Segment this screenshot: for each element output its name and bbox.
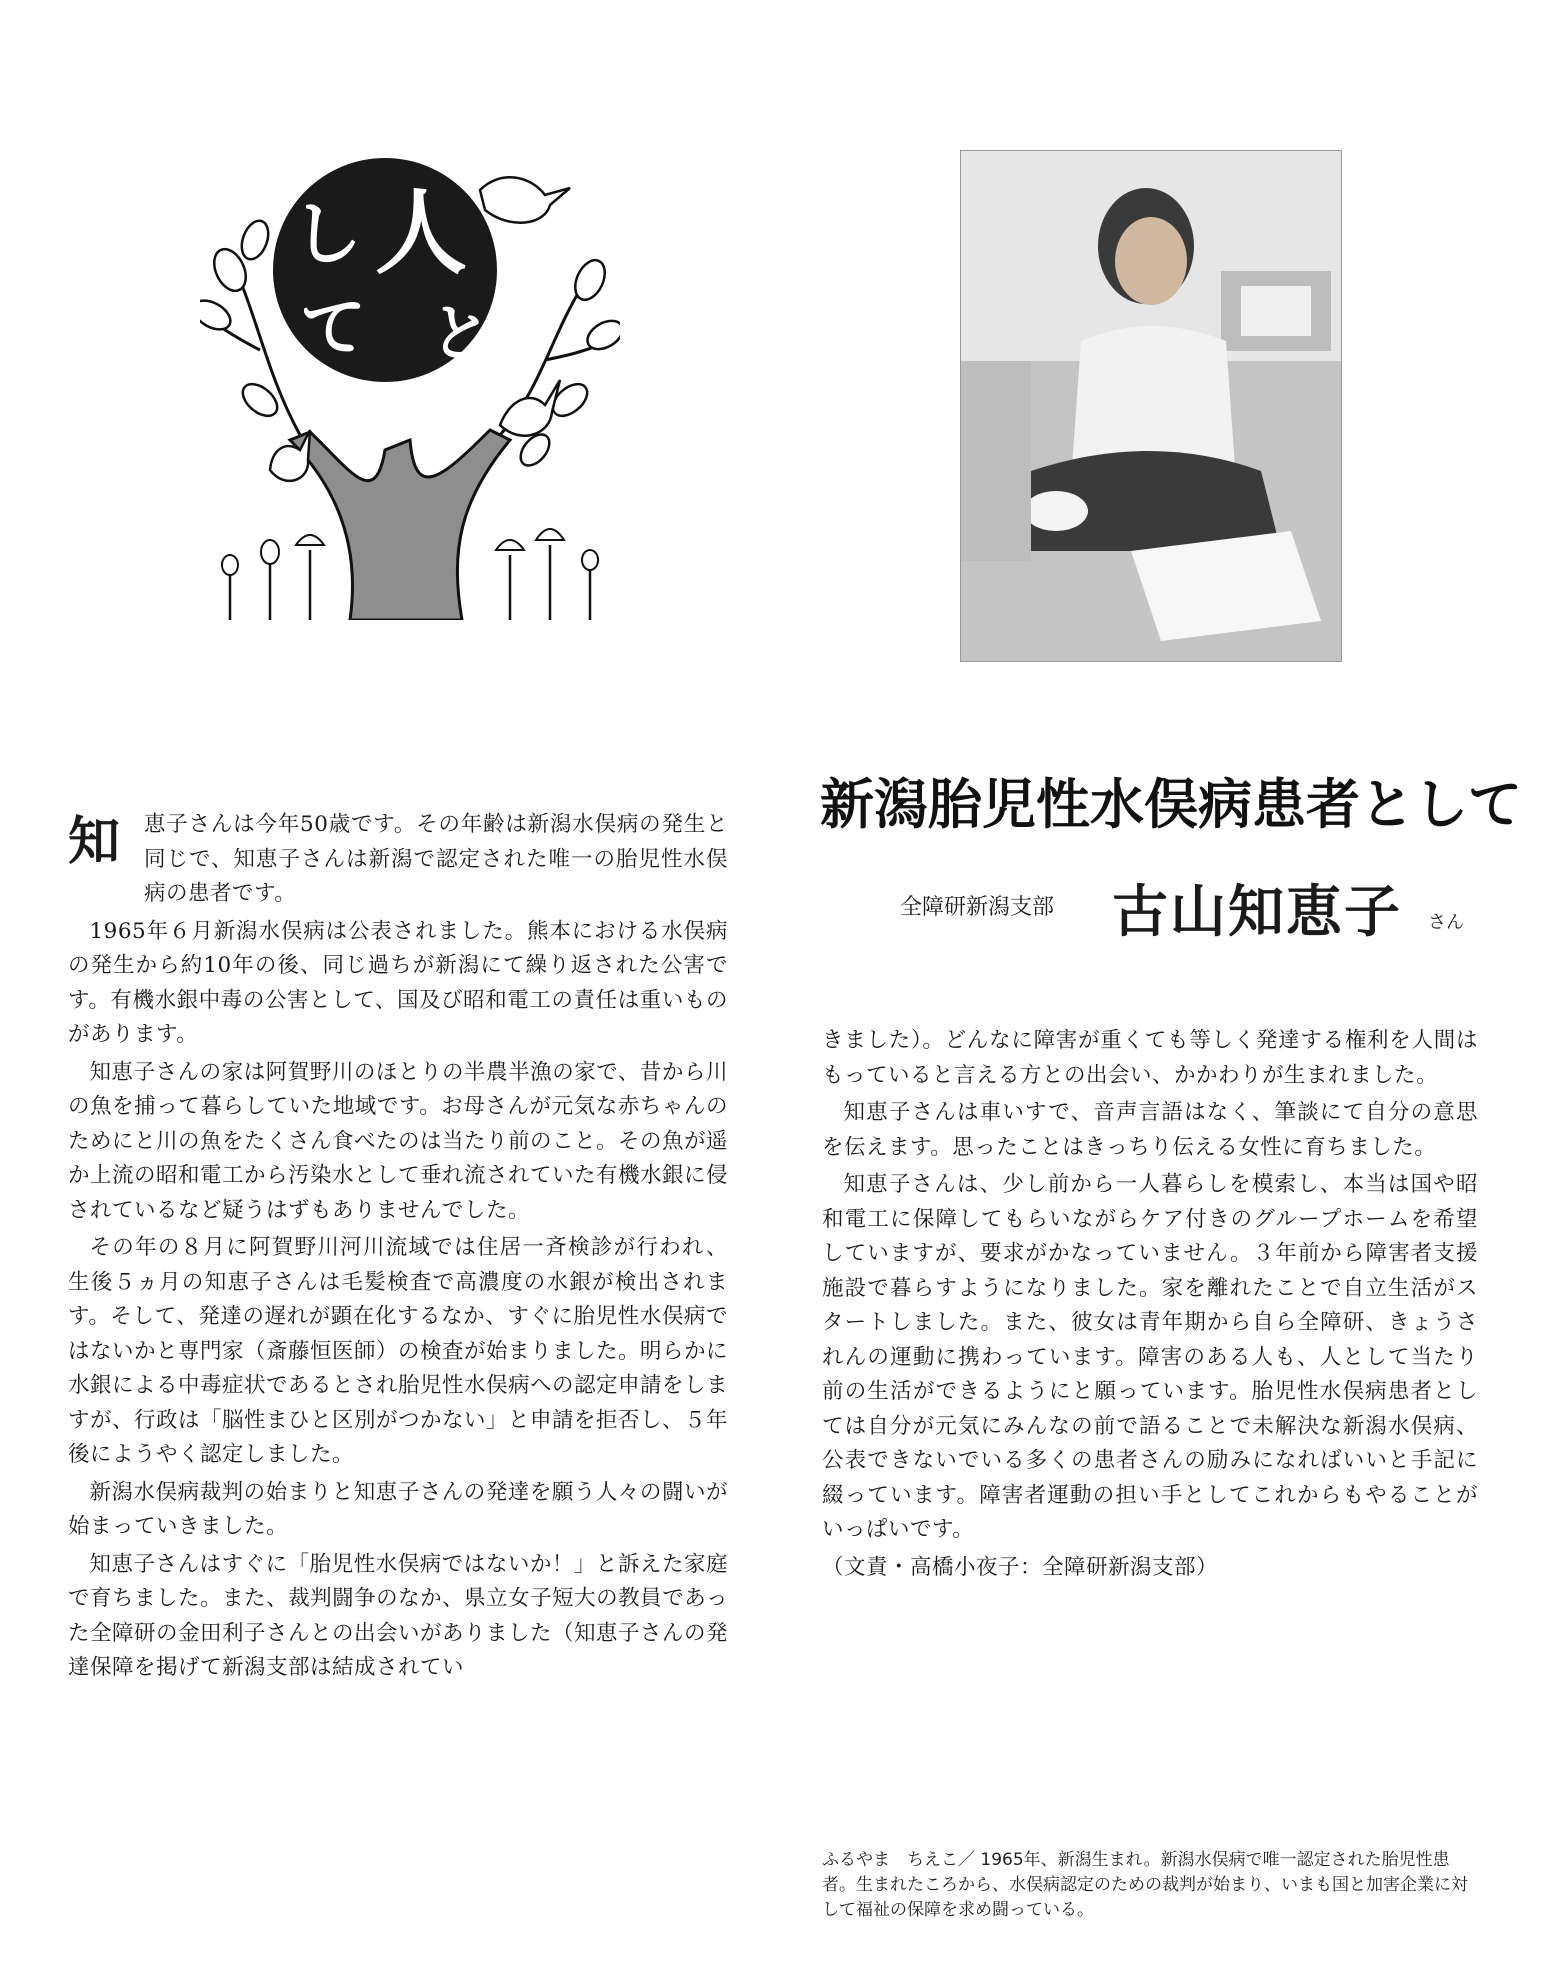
photo-portrait-icon (961, 151, 1341, 661)
affiliation: 全障研新潟支部 (900, 895, 1055, 920)
right-column (822, 1024, 1478, 1588)
hito-toshite-logo (200, 150, 620, 620)
logo-char-hito: 人 (375, 180, 468, 287)
dropcap: 知 (68, 811, 121, 872)
byline (900, 868, 1480, 948)
author-credit: （文責・高橋小夜子：全障研新潟支部） (822, 1554, 1219, 1580)
paragraph: 新潟水俣病裁判の始まりと知恵子さんの発達を願う人々の闘いが始まっていきました。 (68, 1479, 728, 1539)
logo-char-te: て (300, 289, 366, 366)
portrait-photo (960, 150, 1342, 662)
paragraph-continuation: きました）。どんなに障害が重くても等しく発達する権利を人間はもっていると言える方との出会い、かかわりが生まれました。 (822, 1028, 1478, 1088)
paragraph: 知恵子さんは、少し前から一人暮らしを模索し、本当は国や昭和電工に保障してもらいながらケア付きのグループホームを希望していますが、要求がかなっていません。３年前から障害者支援施設で暮らすようになりました。家を離れたことで自立生活がスタートしました。また、彼女は青年期から自ら全障研、きょうされんの運動に携わっています。障害のある人も、人として当たり前の生活ができるようにと願っています。胎児性水俣病患者としては自分が元気にみんなの前で語ることで未解決な新潟水俣病、公表できないでいる多くの患者さんの励みになればいいと手記に綴っています。障害者運動の担い手としてこれからもやることがいっぱいです。 (822, 1172, 1478, 1542)
honorific: さん (1428, 912, 1464, 933)
left-column (68, 808, 728, 1689)
person-name: 古山知恵子 (1112, 880, 1402, 945)
logo-char-to: と (430, 297, 493, 370)
paragraph: 知恵子さんはすぐに「胎児性水俣病ではないか！」と訴えた家庭で育ちました。また、裁判闘争のなか、県立女子短大の教員であった全障研の金田利子さんとの出会いがありました（知恵子さんの発達保障を掲げて新潟支部は結成されてい (68, 1551, 729, 1680)
article-title: 新潟胎児性水俣病患者として (820, 772, 1522, 836)
logo-char-shi: し (292, 193, 362, 275)
paragraph: 知恵子さんは車いすで、音声言語はなく、筆談にて自分の意思を伝えます。思ったことはきっちり伝える女性に育ちました。 (822, 1100, 1478, 1160)
tree-trunk (290, 430, 510, 620)
paragraph: 恵子さんは今年50歳です。その年齢は新潟水俣病の発生と同じで、知恵子さんは新潟で認定された唯一の胎児性水俣病の患者です。 (144, 812, 728, 906)
paragraph: 知恵子さんの家は阿賀野川のほとりの半農半漁の家で、昔から川の魚を捕って暮らしていた地域です。お母さんが元気な赤ちゃんのためにと川の魚をたくさん食べたのは当たり前のこと。その魚が遥か上流の昭和電工から汚染水として垂れ流されていた有機水銀に侵されているなど疑うはずもありませんでした。 (68, 1059, 729, 1223)
paragraph: その年の８月に阿賀野川河川流域では住居一斉検診が行われ、生後５ヵ月の知恵子さんは毛髪検査で高濃度の水銀が検出されます。そして、発達の遅れが顕在化するなか、すぐに胎児性水俣病ではないかと専門家（斎藤恒医師）の検査が始まりました。明らかに水銀による中毒症状であるとされ胎児性水俣病への認定申請をしますが、行政は「脳性まひと区別がつかない」と申請を拒否し、５年後にようやく認定しました。 (68, 1235, 729, 1467)
lead-paragraph-wrap (68, 808, 728, 912)
paragraph: 1965年６月新潟水俣病は公表されました。熊本における水俣病の発生から約10年の後、同じ過ちが新潟にて繰り返された公害です。有機水銀中毒の公害として、国及び昭和電工の責任は重いものがあります。 (68, 918, 728, 1047)
profile-note: ふるやま ちえこ／ 1965年、新潟生まれ。新潟水俣病で唯一認定された胎児性患者。生まれたころから、水俣病認定のための裁判が始まり、いまも国と加害企業に対して福祉の保障を求め闘っている。 (822, 1850, 1468, 1920)
